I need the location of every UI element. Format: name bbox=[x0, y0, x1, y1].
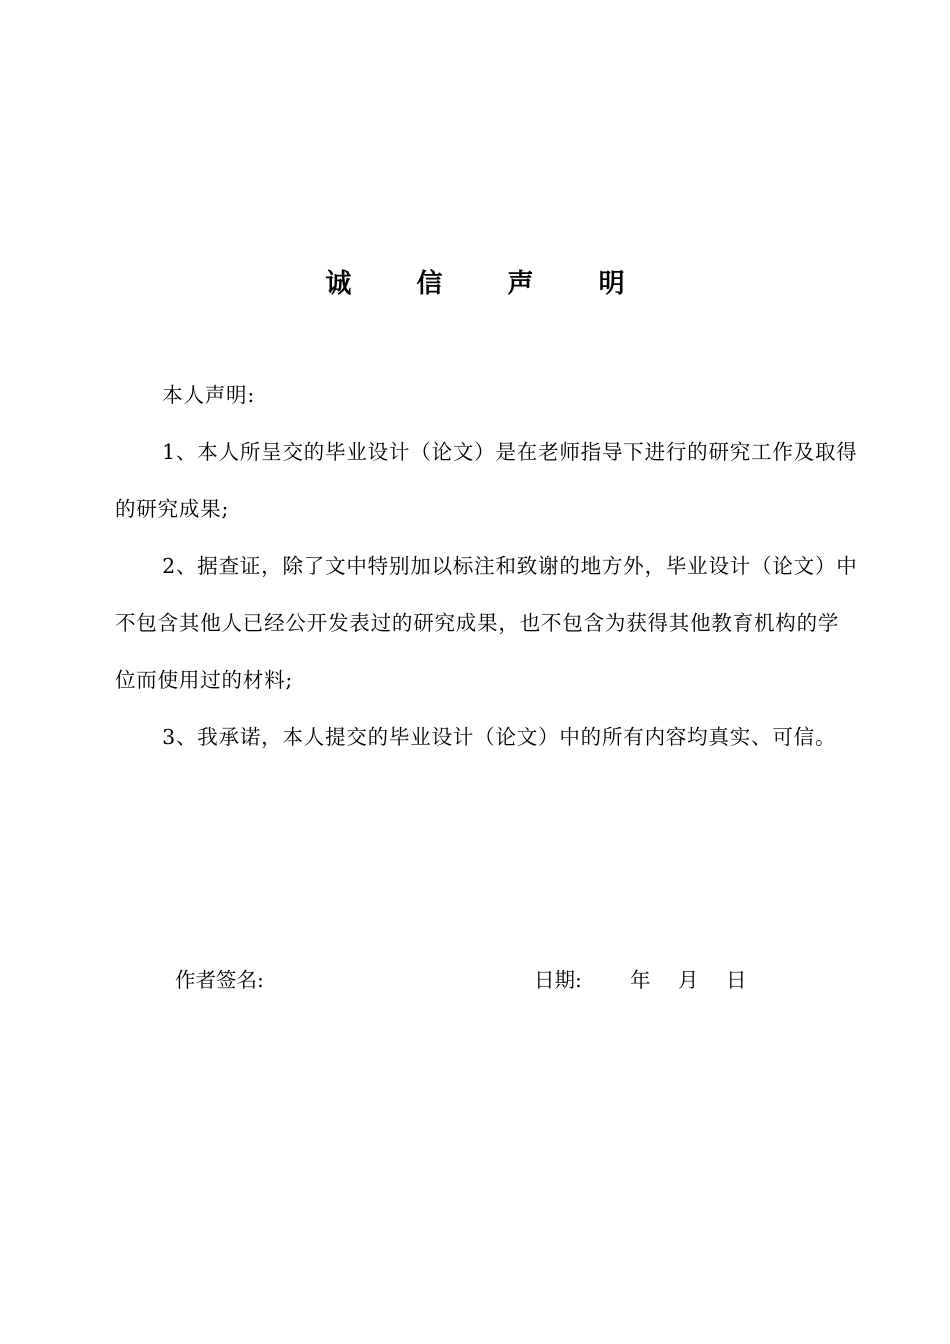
date-year-label: 年 bbox=[630, 968, 651, 992]
declaration-body bbox=[115, 367, 860, 766]
signature-row bbox=[0, 960, 950, 1000]
intro-line: 本人声明: bbox=[162, 383, 256, 407]
date-month-label: 月 bbox=[678, 968, 699, 992]
date-day-label: 日 bbox=[726, 968, 747, 992]
clause-1: 1、本人所呈交的毕业设计（论文）是在老师指导下进行的研究工作及取得的研究成果; bbox=[115, 440, 858, 521]
author-signature-label: 作者签名: bbox=[175, 968, 264, 992]
date-label: 日期: bbox=[534, 968, 582, 992]
clause-3: 3、我承诺，本人提交的毕业设计（论文）中的所有内容均真实、可信。 bbox=[162, 725, 837, 749]
page-title: 诚 信 声 明 bbox=[325, 269, 653, 299]
clause-2: 2、据查证，除了文中特别加以标注和致谢的地方外，毕业设计（论文）中不包含其他人已经公开发表过的研究成果，也不包含为获得其他教育机构的学位而使用过的材料; bbox=[115, 554, 858, 692]
